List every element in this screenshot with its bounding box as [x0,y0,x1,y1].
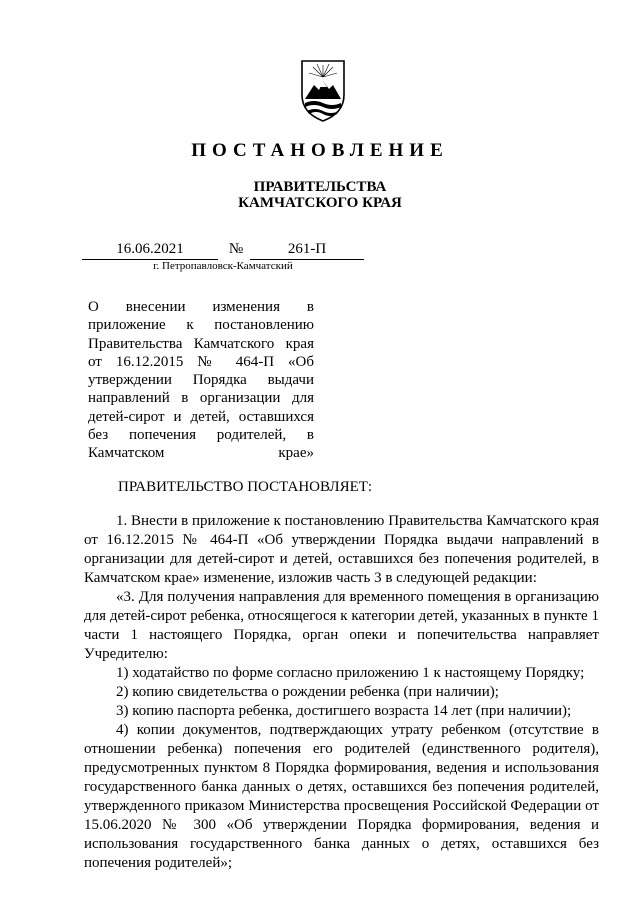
document-body [84,512,599,873]
body-paragraph: 2) копию свидетельства о рождении ребенка (при наличии); [116,684,499,700]
authority-line-1: ПРАВИТЕЛЬСТВА [253,179,387,195]
document-number: 261-П [250,241,364,260]
document-date: 16.06.2021 [82,241,218,260]
coat-of-arms-icon [298,55,348,125]
issuing-authority [0,179,640,211]
number-sign: № [228,241,244,257]
body-paragraph: 4) копии документов, подтверждающих утрату ребенком (отсутствие в отношении ребенка) попечения его родителей (единственного родителя), предусмотренных пунктом 8 Порядка формирования, ведения и использования государственного банка данных о детях, оставшихся без попечения родителей, утвержденного приказом Министерства просвещения Российской Федерации от 15.06.2020 № 300 «Об утверждении Порядка формирования, ведения и использования государственного банка данных о детях, оставшихся без попечения родителей»; [84,722,599,871]
document-subject: О внесении изменения в приложение к постановлению Правительства Камчатского края от 16.12.2015 № 464-П «Об утверждении Порядка выдачи направлений в организации для детей-сирот и детей, оставшихся без попечения родителей, в Камчатском крае» [88,299,314,462]
body-paragraph: 3) копию паспорта ребенка, достигшего возраста 14 лет (при наличии); [116,703,572,719]
authority-line-2: КАМЧАТСКОГО КРАЯ [238,195,402,211]
body-paragraph: 1. Внести в приложение к постановлению Правительства Камчатского края от 16.12.2015 № 464-П «Об утверждении Порядка выдачи направлений в организации для детей-сирот и детей, оставшихся без попечения родителей, в Камчатском крае» изменение, изложив часть 3 в следующей редакции: [84,513,599,586]
document-type-title: ПОСТАНОВЛЕНИЕ [191,140,449,161]
decree-statement: ПРАВИТЕЛЬСТВО ПОСТАНОВЛЯЕТ: [118,479,373,495]
body-paragraph: 1) ходатайство по форме согласно приложению 1 к настоящему Порядку; [116,665,585,681]
body-paragraph: «3. Для получения направления для временного помещения в организацию для детей-сирот ребенка, относящегося к категории детей, указанных в пункте 1 части 1 настоящего Порядка, орган опеки и попечительства направляет Учредителю: [84,589,599,662]
issue-city: г. Петропавловск-Камчатский [153,260,293,272]
